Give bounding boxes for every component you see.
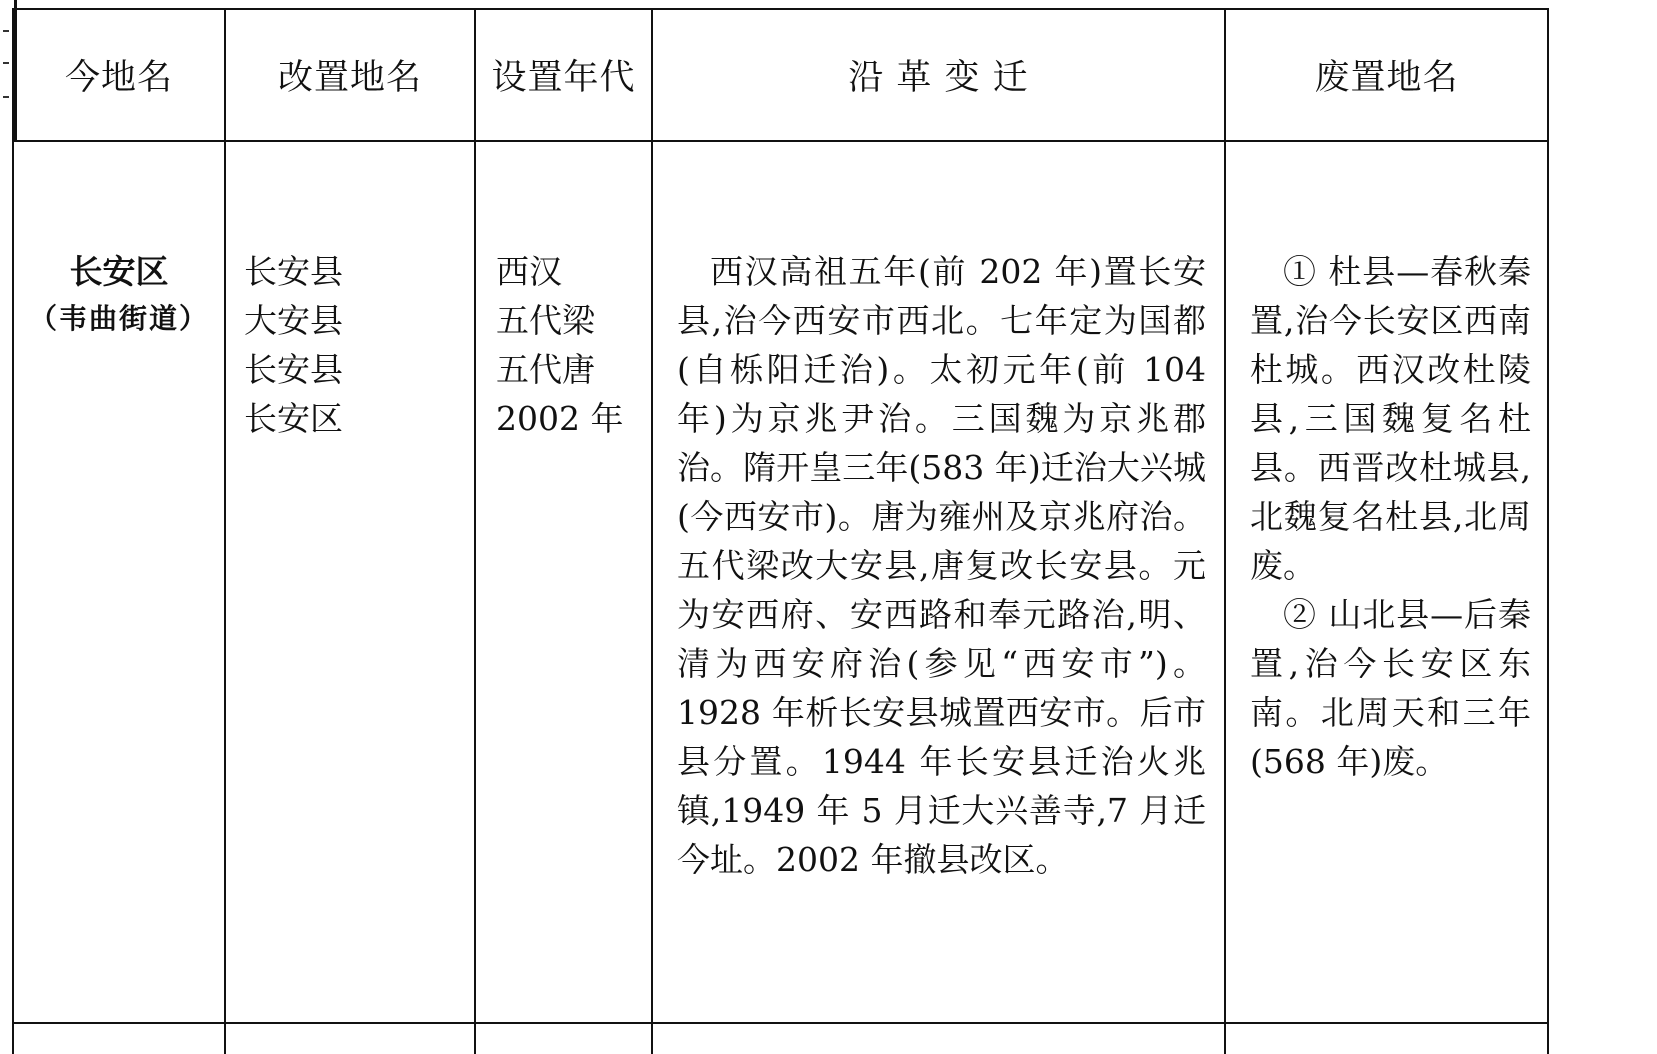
edge-mark <box>3 30 9 32</box>
empty-cell <box>652 1023 1225 1054</box>
empty-cell <box>475 1023 652 1054</box>
evolution-text: 西汉高祖五年(前 202 年)置长安县,治今西安市西北。七年定为国都(自栎阳迁治)。太初元年(前 104 年)为京兆尹治。三国魏为京兆郡治。隋开皇三年(583 年)迁治大兴城(今西安市)。唐为雍州及京兆府治。五代梁改大安县,唐复改长安县。元为安西府、安西路和奉元路治,明、清为西安府治(参见“西安市”)。1928 年析长安县城置西安市。后市县分置。1944 年长安县迁治火兆镇,1949 年 5 月迁大兴善寺,7 月迁今址。2002 年撤县改区。 <box>677 252 1206 879</box>
abolished-item: ② 山北县—后秦置,治今长安区东南。北周天和三年(568 年)废。 <box>1250 595 1531 781</box>
header-row <box>13 9 1548 141</box>
table-row <box>13 141 1548 1023</box>
set-era-item: 五代唐 <box>496 350 595 389</box>
renamed-name-item: 大安县 <box>244 301 343 340</box>
set-era-item: 五代梁 <box>496 301 595 340</box>
edge-mark <box>3 96 9 98</box>
cell-set-eras <box>475 141 652 1023</box>
set-era-item: 2002 年 <box>496 399 624 438</box>
header-current-name: 今地名 <box>13 9 225 141</box>
empty-cell <box>225 1023 475 1054</box>
header-evolution: 沿 革 变 迁 <box>652 9 1225 141</box>
current-name: 长安区 <box>69 252 169 291</box>
gazetteer-table <box>12 8 1549 1054</box>
header-set-era: 设置年代 <box>475 9 652 141</box>
current-name-note: （韦曲街道） <box>28 302 209 335</box>
renamed-name-item: 长安区 <box>244 399 343 438</box>
cell-renamed-names <box>225 141 475 1023</box>
header-abolished-name: 废置地名 <box>1225 9 1548 141</box>
set-era-item: 西汉 <box>496 252 562 291</box>
renamed-name-item: 长安县 <box>244 350 343 389</box>
header-renamed-name: 改置地名 <box>225 9 475 141</box>
empty-cell <box>1225 1023 1548 1054</box>
abolished-item: ① 杜县—春秋秦置,治今长安区西南杜城。西汉改杜陵县,三国魏复名杜县。西晋改杜城县,北魏复名杜县,北周废。 <box>1250 252 1531 585</box>
cell-abolished-names <box>1225 141 1548 1023</box>
empty-cell <box>13 1023 225 1054</box>
edge-mark <box>3 62 9 64</box>
renamed-name-item: 长安县 <box>244 252 343 291</box>
table-row-continuation <box>13 1023 1548 1054</box>
cell-current-name <box>13 141 225 1023</box>
cell-evolution <box>652 141 1225 1023</box>
